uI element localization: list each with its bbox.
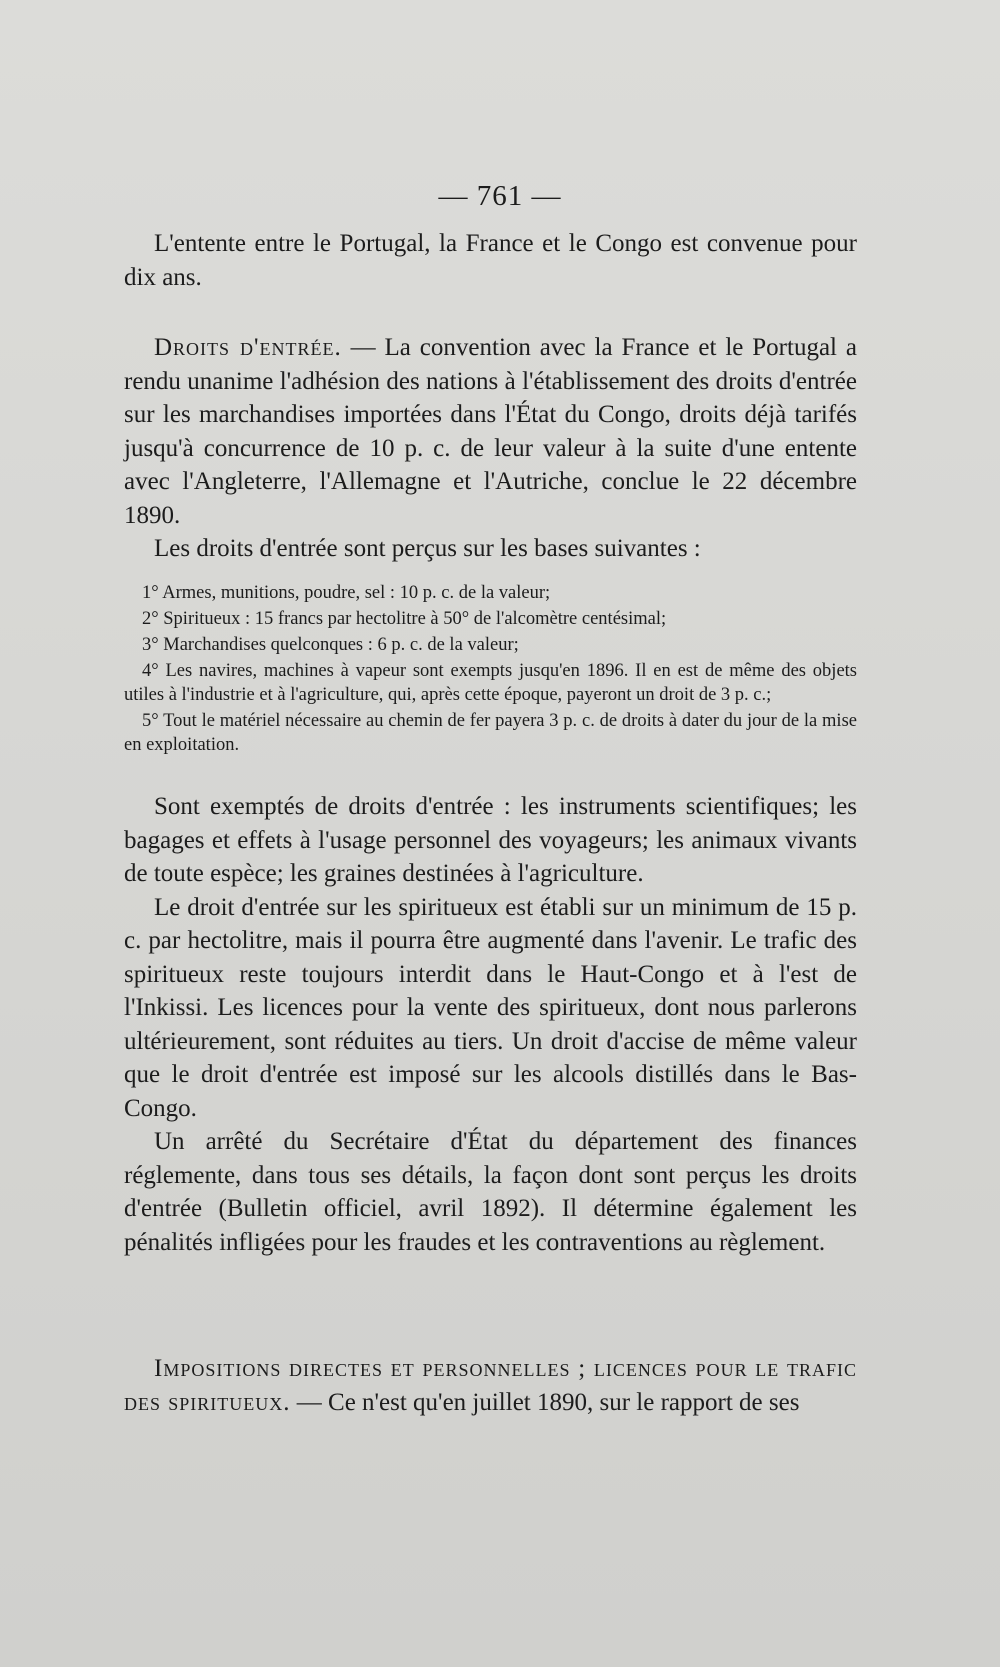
- droits-entree-paragraph: [124, 331, 857, 532]
- droits-entree-text: — La convention avec la France et le Portugal a rendu unanime l'adhésion des nations à l'établissement des droits d'entrée sur les marchandises importées dans l'État du Congo, droits déjà tarifés jusqu'à concurrence de 10 p. c. de leur valeur à la suite d'une entente avec l'Angleterre, l'Allemagne et l'Autriche, conclue le 22 décembre 1890.: [124, 334, 857, 529]
- exemptions-section: [124, 790, 857, 1259]
- page-number: — 761 —: [438, 180, 562, 212]
- tariff-item: 3° Marchandises quelconques : 6 p. c. de la valeur;: [142, 635, 519, 655]
- intro-paragraph: [124, 227, 857, 294]
- spiritueux-paragraph: Le droit d'entrée sur les spiritueux est établi sur un minimum de 15 p. c. par hectolitre, mais il pourra être augmenté dans l'avenir. Le trafic des spiritueux reste toujours interdit dans le Haut-Congo et à l'est de l'Inkissi. Les licences pour la vente des spiritueux, dont nous parlerons ultérieurement, sont réduites au tiers. Un droit d'accise de même valeur que le droit d'entrée est imposé sur les alcools distillés dans le Bas-Congo.: [124, 893, 857, 1122]
- impositions-paragraph: [124, 1352, 857, 1419]
- tariff-item: 5° Tout le matériel nécessaire au chemin de fer payera 3 p. c. de droits à dater du jour de la mise en exploitation.: [124, 711, 857, 755]
- impositions-section: [124, 1352, 857, 1419]
- intro-text: L'entente entre le Portugal, la France et le Congo est convenue pour dix ans.: [124, 230, 857, 291]
- exemptions-paragraph: Sont exemptés de droits d'entrée : les instruments scientifiques; les bagages et effets à l'usage personnel des voyageurs; les animaux vivants de toute espèce; les graines destinées à l'agriculture.: [124, 793, 857, 887]
- droits-entree-section: [124, 331, 857, 566]
- tariff-item: 1° Armes, munitions, poudre, sel : 10 p. c. de la valeur;: [142, 583, 551, 603]
- impositions-text: — Ce n'est qu'en juillet 1890, sur le rapport de ses: [290, 1388, 800, 1416]
- tariff-item: 2° Spiritueux : 15 francs par hectolitre à 50° de l'alcomètre centésimal;: [142, 609, 667, 629]
- arrete-paragraph: Un arrêté du Secrétaire d'État du département des finances réglemente, dans tous ses détails, la façon dont sont perçus les droits d'entrée (Bulletin officiel, avril 1892). Il détermine également les pénalités infligées pour les fraudes et les contraventions au règlement.: [124, 1128, 857, 1256]
- droits-entree-heading: Droits d'entrée.: [154, 334, 342, 361]
- tariff-list: [124, 581, 857, 759]
- bases-paragraph: Les droits d'entrée sont perçus sur les bases suivantes :: [154, 535, 701, 562]
- impositions-heading: Impositions directes et personnelles ; licences pour le trafic des spiritueux.: [124, 1355, 857, 1416]
- tariff-item: 4° Les navires, machines à vapeur sont exempts jusqu'en 1896. Il en est de même des objets utiles à l'industrie et à l'agriculture, qui, après cette époque, payeront un droit de 3 p. c.;: [124, 661, 857, 705]
